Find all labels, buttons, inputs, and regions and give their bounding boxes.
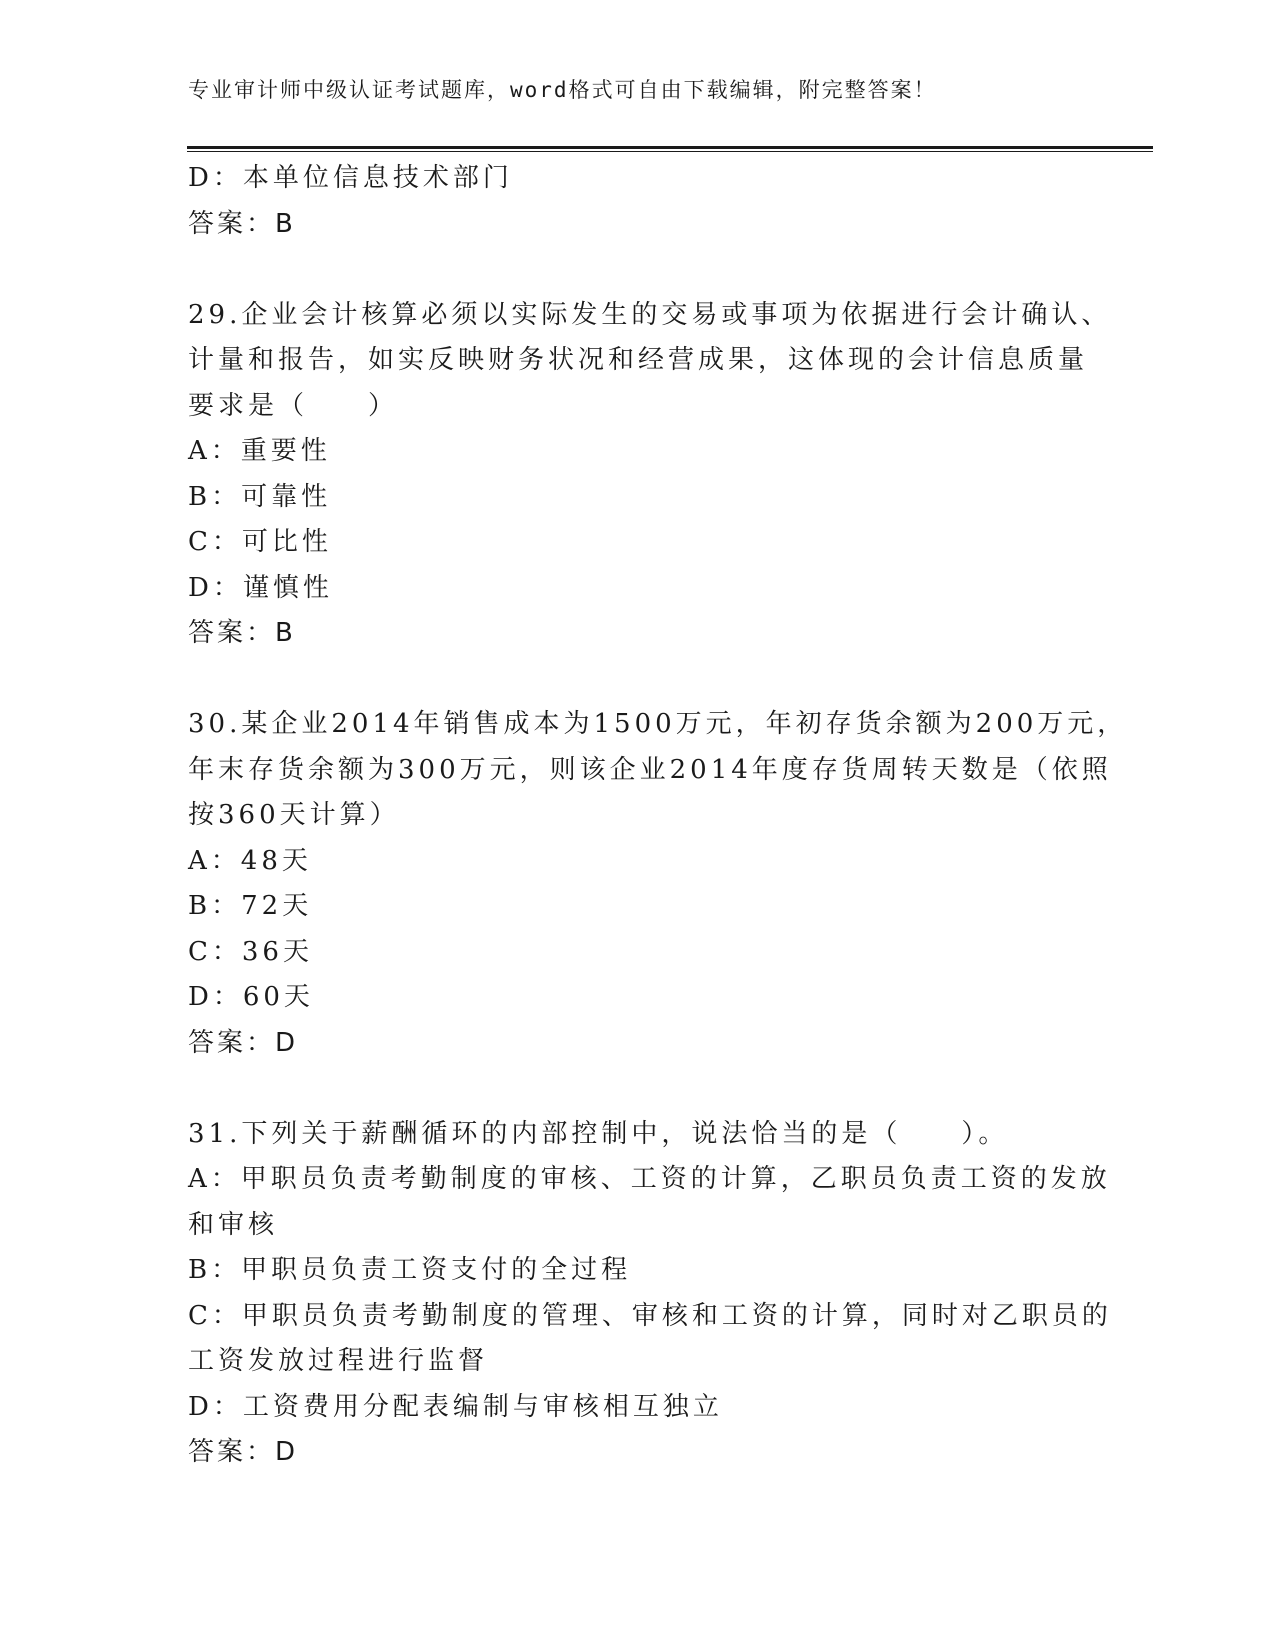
option-d: D：60天: [188, 982, 314, 1012]
option-a: A：甲职员负责考勤制度的审核、工资的计算，乙职员负责工资的发放: [188, 1164, 1111, 1194]
answer: 答案：D: [188, 1437, 299, 1467]
option-b: B：甲职员负责工资支付的全过程: [188, 1255, 632, 1285]
question-content: [188, 156, 1128, 1476]
answer: 答案：D: [188, 1027, 299, 1058]
option-d: D：工资费用分配表编制与审核相互独立: [188, 1391, 723, 1422]
question-29-text: 29.企业会计核算必须以实际发生的交易或事项为依据进行会计确认、: [188, 299, 1112, 330]
option-c: C：甲职员负责考勤制度的管理、审核和工资的计算，同时对乙职员的: [188, 1300, 1112, 1331]
spacer: [188, 657, 1088, 703]
page-header: 专业审计师中级认证考试题库，word格式可自由下载编辑，附完整答案！: [188, 78, 937, 102]
question-30-text: 30.某企业2014年销售成本为1500万元，年初存货余额为200万元，: [188, 709, 1128, 739]
spacer: [188, 247, 1088, 293]
option-b: B：可靠性: [188, 481, 332, 512]
question-31-text: 31.下列关于薪酬循环的内部控制中，说法恰当的是（ ）。: [188, 1118, 1009, 1149]
option-b: B：72天: [188, 891, 313, 921]
question-29-text: 计量和报告，如实反映财务状况和经营成果，这体现的会计信息质量: [188, 345, 1089, 375]
option-d: D：本单位信息技术部门: [188, 163, 513, 193]
spacer: [188, 1066, 1088, 1112]
option-c-continued: 工资发放过程进行监督: [188, 1346, 489, 1376]
answer: 答案：B: [188, 618, 296, 648]
option-a: A：48天: [188, 845, 312, 876]
option-a: A：重要性: [188, 436, 331, 466]
question-29-text: 要求是（ ）: [188, 390, 399, 421]
question-30-text: 年末存货余额为300万元，则该企业2014年度存货周转天数是（依照: [188, 754, 1112, 785]
header-rule-thick: [187, 146, 1153, 149]
option-c: C：36天: [188, 936, 313, 967]
option-c: C：可比性: [188, 527, 332, 557]
question-30-text: 按360天计算）: [188, 800, 400, 830]
header-rule-thin: [187, 151, 1153, 152]
option-a-continued: 和审核: [188, 1209, 279, 1240]
answer: 答案：B: [188, 208, 296, 239]
option-d: D：谨慎性: [188, 572, 333, 603]
